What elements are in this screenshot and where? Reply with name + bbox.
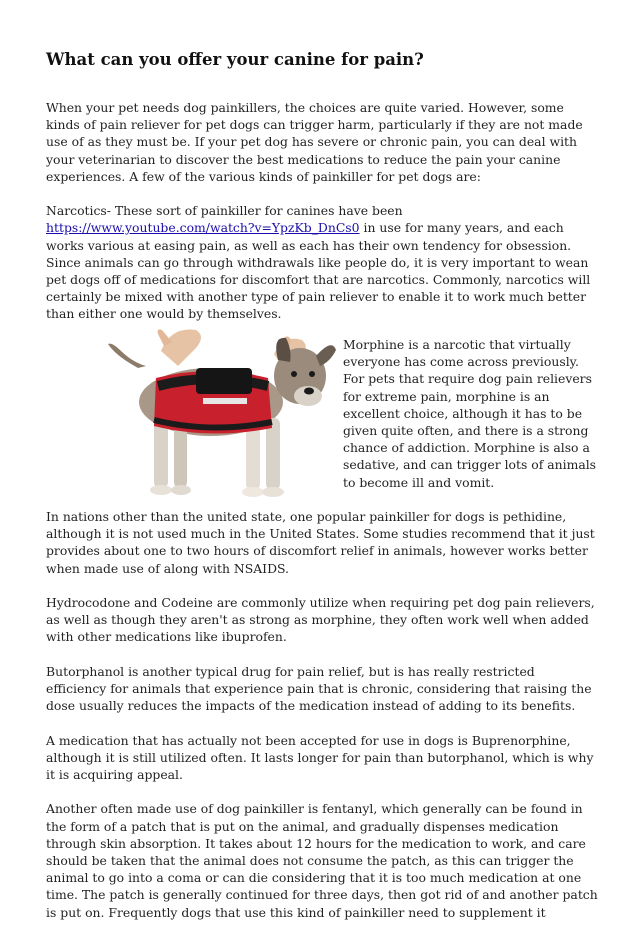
butorphanol-paragraph: Butorphanol is another typical drug for pain relief, but is has really restricted efficiency for animals that experience pain that is chronic, considering that raising the dose usually reduces the impacts of the medication instead of adding to its benefits. [46,663,592,714]
narcotics-text-after: in use for many years, and each works various at easing pain, as well as each has their own tendency for obsession. Since animals can go through withdrawals like people do, it is very important to wean pet dogs off of medications for discomfort that are narcotics. Commonly, narcotics will certainly be mixed with another type of pain reliever to enable it to work much better than either one would by themselves. [46,220,591,322]
document-body [46,99,598,340]
dog-photo-illustration [46,316,343,506]
document-flow [46,336,598,938]
dog-harness-photo [46,316,343,506]
fentanyl-paragraph: Another often made use of dog painkiller is fentanyl, which generally can be found in the form of a patch that is put on the animal, and gradually dispenses medication through skin absorption. It takes about 12 hours for the medication to work, and care should be taken that the animal does not consume the patch, as this can trigger the animal to go into a coma or can die considering that it is too much medication at one time. The patch is generally continued for three days, then got rid of and another patch is put on. Frequently dogs that use this kind of painkiller need to supplement it [46,801,598,920]
buprenorphine-paragraph: A medication that has actually not been accepted for use in dogs is Buprenorphine, although it is still utilized often. It lasts longer for pain than butorphanol, which is why it is acquiring appeal. [46,732,594,783]
youtube-link[interactable]: https://www.youtube.com/watch?v=YpzKb_DnCs0 [46,220,360,236]
hydrocodone-paragraph: Hydrocodone and Codeine are commonly utilize when requiring pet dog pain relievers, as well as though they aren't as strong as morphine, they often work well when added with other medications like ibuprofen. [46,595,595,645]
pethidine-paragraph: In nations other than the united state, one popular painkiller for dogs is pethidine, although it is not used much in the United States. Some studies recommend that it just provides about one to two hours of discomfort relief in animals, however works better when made use of along with NSAIDS. [46,509,595,576]
narcotics-paragraph [46,202,598,322]
morphine-paragraph: Morphine is a narcotic that virtually everyone has come across previously. For pets that require dog pain relievers for extreme pain, morphine is an excellent choice, although it has to be given quite often, and there is a strong chance of addiction. Morphine is also a sedative, and can trigger lots of animals to become ill and vomit. [343,337,597,490]
narcotics-text-before: Narcotics- These sort of painkiller for canines have been [46,203,403,219]
intro-paragraph: When your pet needs dog painkillers, the choices are quite varied. However, some kinds of pain reliever for pet dogs can trigger harm, particularly if they are not made use of as they must be. If your pet dog has severe or chronic pain, you can deal with your veterinarian to discover the best medications to reduce the pain your canine experiences. A few of the various kinds of painkiller for pet dogs are: [46,100,583,184]
page-title: What can you offer your canine for pain? [46,50,424,69]
